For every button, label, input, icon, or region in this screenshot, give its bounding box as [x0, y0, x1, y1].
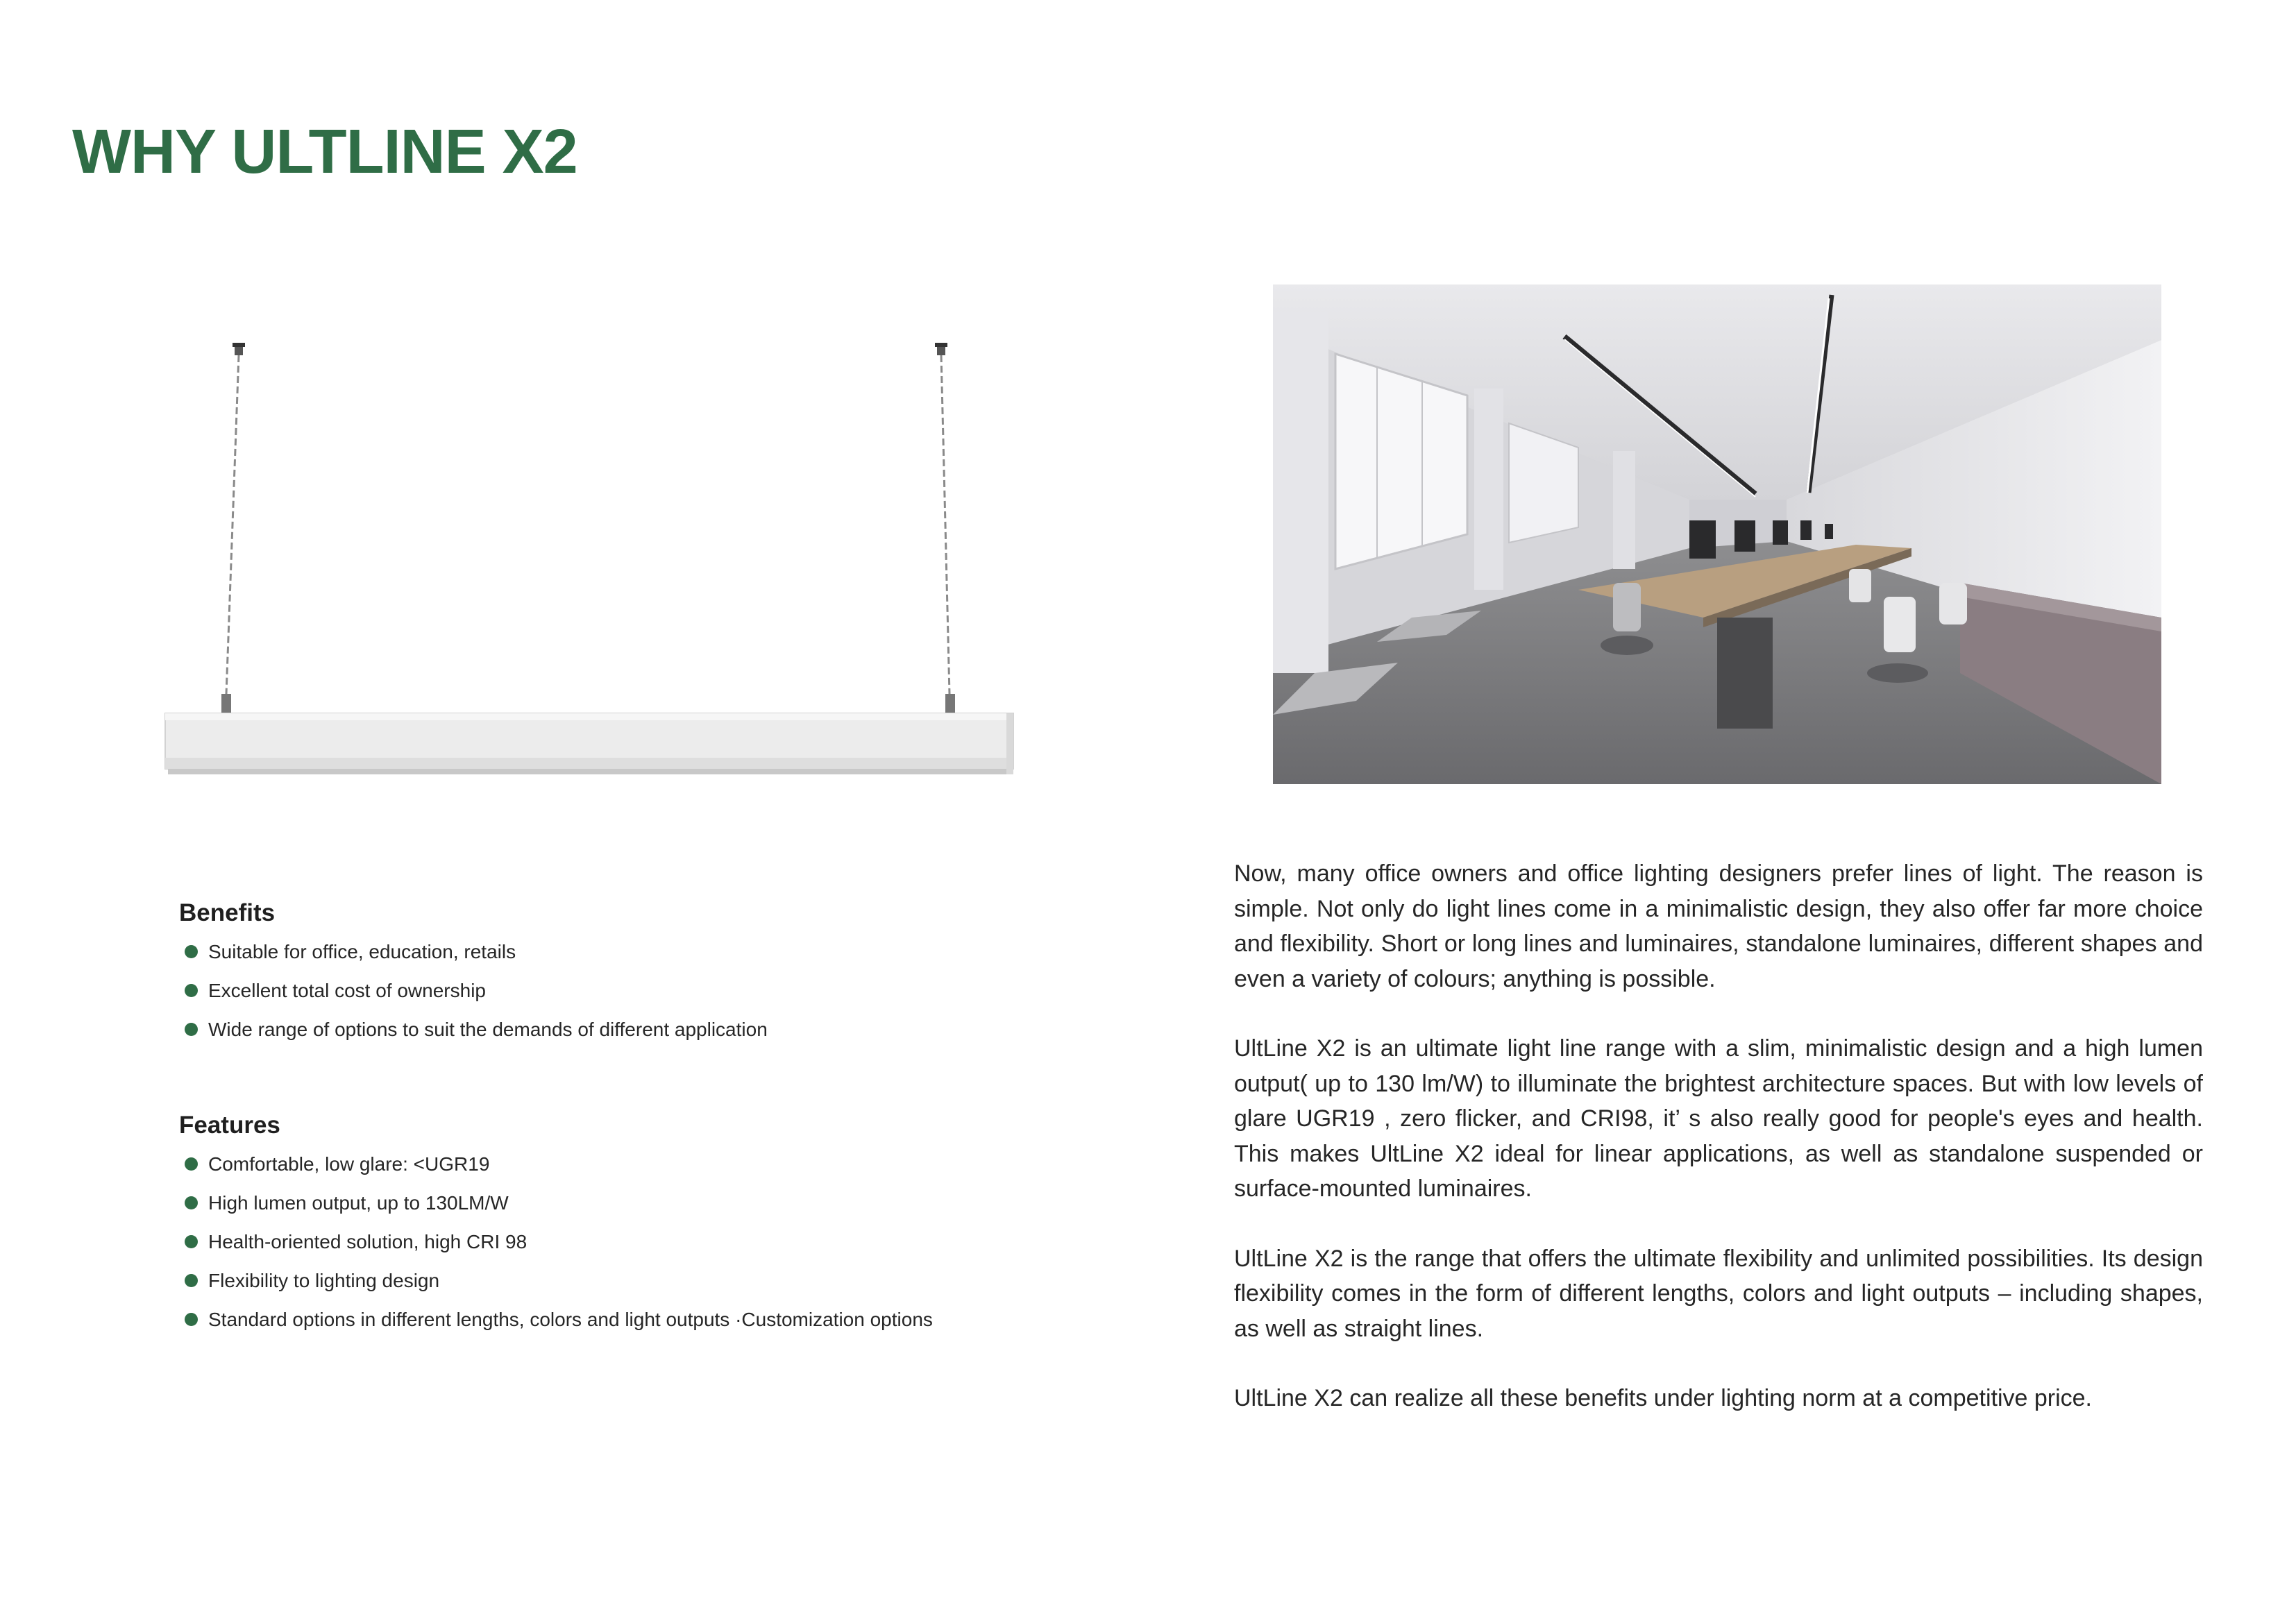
luminaire-body [165, 713, 1013, 774]
list-item: Suitable for office, education, retails [179, 933, 768, 971]
features-heading: Features [179, 1112, 280, 1139]
bullet-icon [185, 984, 198, 997]
bullet-icon [185, 1235, 198, 1248]
list-item: Flexibility to lighting design [179, 1261, 933, 1300]
list-item: Excellent total cost of ownership [179, 971, 768, 1010]
ceiling-clip-left [233, 343, 245, 355]
benefits-section [179, 899, 768, 1049]
features-section [179, 1112, 933, 1339]
benefits-list [179, 933, 768, 1049]
suspension-wire-left [226, 355, 239, 694]
product-illustration [153, 333, 1027, 791]
list-item: Comfortable, low glare: <UGR19 [179, 1145, 933, 1184]
bullet-icon [185, 1196, 198, 1209]
bullet-icon [185, 945, 198, 958]
description-paragraph: UltLine X2 can realize all these benefits under lighting norm at a competitive price. [1234, 1385, 2093, 1411]
bullet-icon [185, 1274, 198, 1287]
suspension-wire-right [941, 355, 949, 694]
list-item: Health-oriented solution, high CRI 98 [179, 1223, 933, 1261]
ceiling-clip-right [935, 343, 947, 355]
description-paragraph: Now, many office owners and office lighting designers prefer lines of light. The reason is simple. Not only do light lines come in a minimalistic design, they also offer far more choice and flexibility. Short or long lines and luminaires, standalone luminaires, different shapes and even a variety of colours; anything is possible. [1234, 860, 2203, 992]
page-title: WHY ULTLINE X2 [72, 117, 577, 187]
list-item: High lumen output, up to 130LM/W [179, 1184, 933, 1223]
description-paragraph: UltLine X2 is an ultimate light line range with a slim, minimalistic design and a high lumen output( up to 130 lm/W) to illuminate the brightest architecture spaces. But with low levels of glare UGR19 , zero flicker, and CRI98, it’ s also really good for people's eyes and health. This makes UltLine X2 ideal for linear applications, as well as standalone suspended or surface-mounted luminaires. [1234, 1035, 2203, 1202]
bullet-icon [185, 1023, 198, 1036]
description [1234, 856, 2203, 1451]
bullet-icon [185, 1157, 198, 1171]
benefits-heading: Benefits [179, 899, 276, 926]
bullet-icon [185, 1313, 198, 1326]
list-item: Wide range of options to suit the demands of different application [179, 1010, 768, 1049]
description-paragraph: UltLine X2 is the range that offers the ultimate flexibility and unlimited possibilities. Its design flexibility comes in the form of different lengths, colors and light outputs – including shapes, as well as straight lines. [1234, 1245, 2203, 1342]
list-item: Standard options in different lengths, colors and light outputs ·Customization options [179, 1300, 933, 1339]
office-photo [1273, 284, 2161, 784]
features-list [179, 1145, 933, 1339]
